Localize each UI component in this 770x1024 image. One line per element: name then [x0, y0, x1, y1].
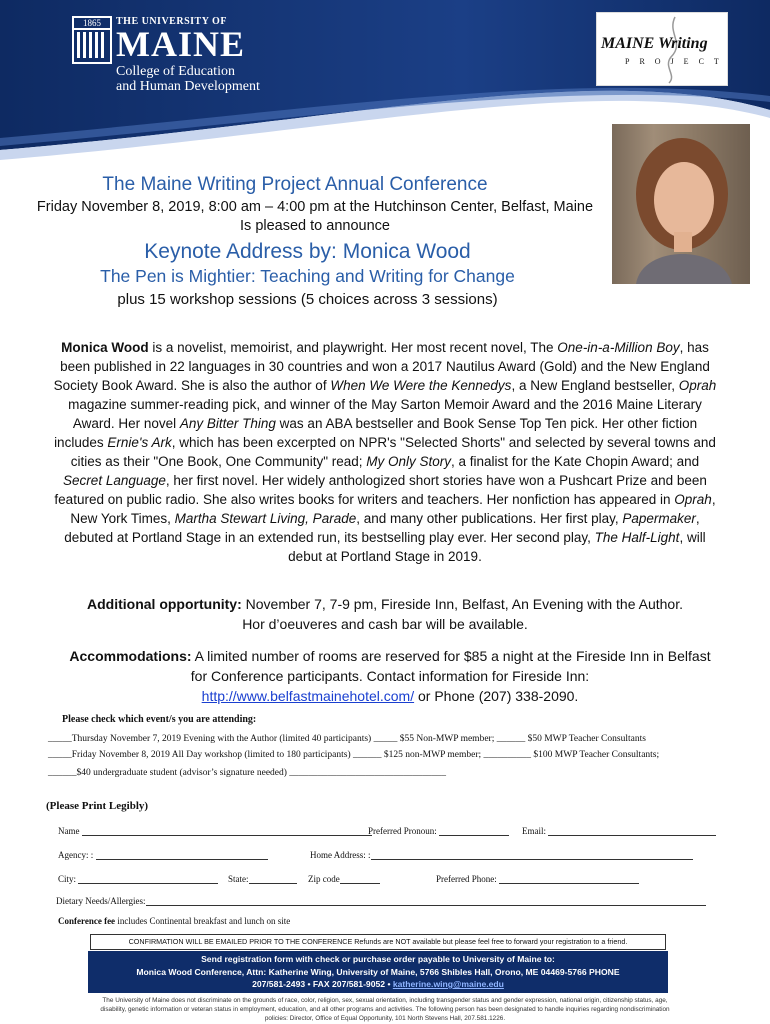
- bio-book-title: My Only Story: [366, 454, 452, 469]
- college-line-2: and Human Development: [116, 79, 260, 94]
- zip-field[interactable]: [308, 874, 380, 884]
- fee-text: includes Continental breakfast and lunch on site: [115, 916, 291, 926]
- name-field[interactable]: [58, 826, 372, 836]
- bio-text: is a novelist, memoirist, and playwright. Her most recent novel, The: [148, 340, 558, 355]
- conference-datetime: Friday November 8, 2019, 8:00 am – 4:00 pm at the Hutchinson Center, Belfast, Maine: [36, 199, 594, 215]
- portrait-image: [612, 124, 750, 284]
- bio-book-title: Ernie's Ark: [107, 435, 172, 450]
- bio-name: Monica Wood: [61, 340, 149, 355]
- speaker-bio: [50, 338, 720, 566]
- bio-text: , debuted at Portland Stage in an extended run, its bestselling play ever. Her second play,: [64, 511, 700, 545]
- bio-text: was an ABA bestseller and Book Sense Top Ten pick. Her other fiction includes: [54, 416, 698, 450]
- dietary-field[interactable]: [56, 896, 706, 906]
- logo-university-text: THE UNIVERSITY OF: [116, 16, 227, 27]
- conference-fee-note: [58, 916, 290, 926]
- logo-college-text: [116, 64, 260, 94]
- bio-publication: Martha Stewart Living, Parade: [174, 511, 357, 526]
- logo-maine-text: MAINE: [116, 24, 245, 64]
- bio-text: , and many other publications. Her first play,: [356, 511, 623, 526]
- accommodations: [60, 646, 720, 706]
- contact-email-link[interactable]: katherine.wing@maine.edu: [392, 979, 504, 989]
- state-field[interactable]: [228, 874, 297, 884]
- zip-label: Zip code: [308, 874, 340, 884]
- agency-label: Agency: :: [58, 850, 94, 860]
- pleased-to-announce: Is pleased to announce: [240, 218, 390, 234]
- email-field[interactable]: [522, 826, 716, 836]
- additional-label: Additional opportunity:: [87, 596, 242, 612]
- event-question: Please check which event/s you are attending:: [62, 714, 257, 725]
- bio-publication: Oprah: [674, 492, 712, 507]
- bio-text: , has been published in 22 languages in 30 countries and won a 2017 Nautilus Award (Gold) and the New England Society Book Award. She is also the author of: [53, 340, 710, 393]
- shield-icon: [72, 16, 112, 64]
- state-label: State:: [228, 874, 249, 884]
- speaker-photo: [612, 124, 750, 284]
- bio-text: , her first novel. Her widely anthologized short stories have won a Pushcart Prize and been featured on public radio. She also writes books for writers and teachers. Her nonfiction has appeared in: [54, 473, 707, 507]
- send-registration-box: [88, 951, 668, 993]
- pronoun-label: Preferred Pronoun:: [368, 826, 437, 836]
- email-label: Email:: [522, 826, 546, 836]
- home-address-label: Home Address: :: [310, 850, 371, 860]
- bio-text: , a finalist for the Kate Chopin Award; and: [451, 454, 700, 469]
- send-line-2: Monica Wood Conference, Attn: Katherine Wing, University of Maine, 5766 Shibles Hall, Orono, ME 04469-5766 PHONE: [136, 966, 620, 977]
- bio-play-title: Papermaker: [622, 511, 696, 526]
- city-field[interactable]: [58, 874, 218, 884]
- accommodations-text: A limited number of rooms are reserved for $85 a night at the Fireside Inn in Belfast for Conference participants. Contact information for Fireside Inn:: [190, 648, 711, 684]
- keynote-title: Keynote Address by: Monica Wood: [144, 240, 471, 263]
- maine-writing-project-logo: [596, 12, 728, 86]
- bio-book-title: When We Were the Kennedys: [330, 378, 512, 393]
- name-label: Name: [58, 826, 80, 836]
- bio-book-title: Secret Language: [63, 473, 166, 488]
- college-line-1: College of Education: [116, 64, 235, 79]
- home-address-field[interactable]: [310, 850, 693, 860]
- keynote-subtitle: The Pen is Mightier: Teaching and Writing for Change: [100, 266, 515, 286]
- agency-field[interactable]: [58, 850, 268, 860]
- logo-year: 1865: [74, 18, 110, 30]
- additional-text-2: Hor d’oeuveres and cash bar will be available.: [242, 616, 528, 632]
- fee-label: Conference fee: [58, 916, 116, 926]
- confirmation-notice: CONFIRMATION WILL BE EMAILED PRIOR TO THE CONFERENCE Refunds are NOT available but please feel free to forward your registration to a friend.: [90, 934, 666, 950]
- bio-publication: Oprah: [678, 378, 717, 393]
- mwp-subtitle: PROJECT: [625, 57, 729, 66]
- send-phone-fax: 207/581-2493 • FAX 207/581-9052 •: [252, 979, 393, 989]
- additional-text: November 7, 7-9 pm, Fireside Inn, Belfast, An Evening with the Author.: [241, 596, 683, 612]
- nondiscrimination-disclaimer: The University of Maine does not discriminate on the grounds of race, color, religion, sex, sexual orientation, including transgender status and gender expression, national origin, citizenship status, age, disability, genetic information or veteran status in employment, education, and all other programs and activities. The following person has been designated to handle inquiries regarding nondiscrimination policies: Director, Office of Equal Opportunity, 101 North Stevens Hall, 207.581.1226.: [100, 997, 670, 1022]
- bio-play-title: The Half-Light: [594, 530, 680, 545]
- phone-field[interactable]: [436, 874, 639, 884]
- hotel-link[interactable]: http://www.belfastmainehotel.com/: [201, 688, 415, 704]
- bio-book-title: Any Bitter Thing: [179, 416, 276, 431]
- city-label: City:: [58, 874, 77, 884]
- send-line-3: [88, 978, 668, 991]
- bio-text: , a New England bestseller,: [511, 378, 679, 393]
- hotel-phone: or Phone (207) 338-2090.: [414, 688, 579, 704]
- conference-title: The Maine Writing Project Annual Conference: [102, 174, 488, 195]
- pronoun-field[interactable]: [368, 826, 509, 836]
- event-option-friday[interactable]: _____Friday November 8, 2019 All Day workshop (limited to 180 participants) ______ $125 non-MWP member; __________ $100 MWP Teacher Consultants;: [48, 750, 660, 760]
- accommodations-label: Accommodations:: [69, 648, 192, 664]
- workshop-sessions: plus 15 workshop sessions (5 choices across 3 sessions): [117, 291, 498, 308]
- print-legibly: (Please Print Legibly): [46, 800, 149, 812]
- bio-text: , will debut at Portland Stage in 2019.: [288, 530, 706, 564]
- dietary-label: Dietary Needs/Allergies:: [56, 896, 146, 906]
- bio-text: , which has been excerpted on NPR's "Selected Shorts" and selected by several towns and cities as their "One Book, One Community" read;: [70, 435, 716, 469]
- event-option-thursday[interactable]: _____Thursday November 7, 2019 Evening with the Author (limited 40 participants) _____ $55 Non-MWP member; ______ $50 MWP Teacher Consultants: [48, 734, 646, 744]
- mwp-title: MAINE Writing: [601, 35, 708, 52]
- event-selection: [48, 714, 738, 778]
- event-option-student[interactable]: ______$40 undergraduate student (advisor’s signature needed) _________________________________: [48, 768, 447, 778]
- additional-opportunity: [40, 594, 730, 634]
- send-line-1: Send registration form with check or purchase order payable to University of Maine to:: [201, 954, 555, 964]
- bio-text: , New York Times,: [70, 492, 716, 526]
- bio-book-title: One-in-a-Million Boy: [557, 340, 680, 355]
- bio-text: magazine summer-reading pick, and winner of the May Sarton Memoir Award and the 2016 Maine Literary Award. Her novel: [68, 397, 702, 431]
- phone-label: Preferred Phone:: [436, 874, 497, 884]
